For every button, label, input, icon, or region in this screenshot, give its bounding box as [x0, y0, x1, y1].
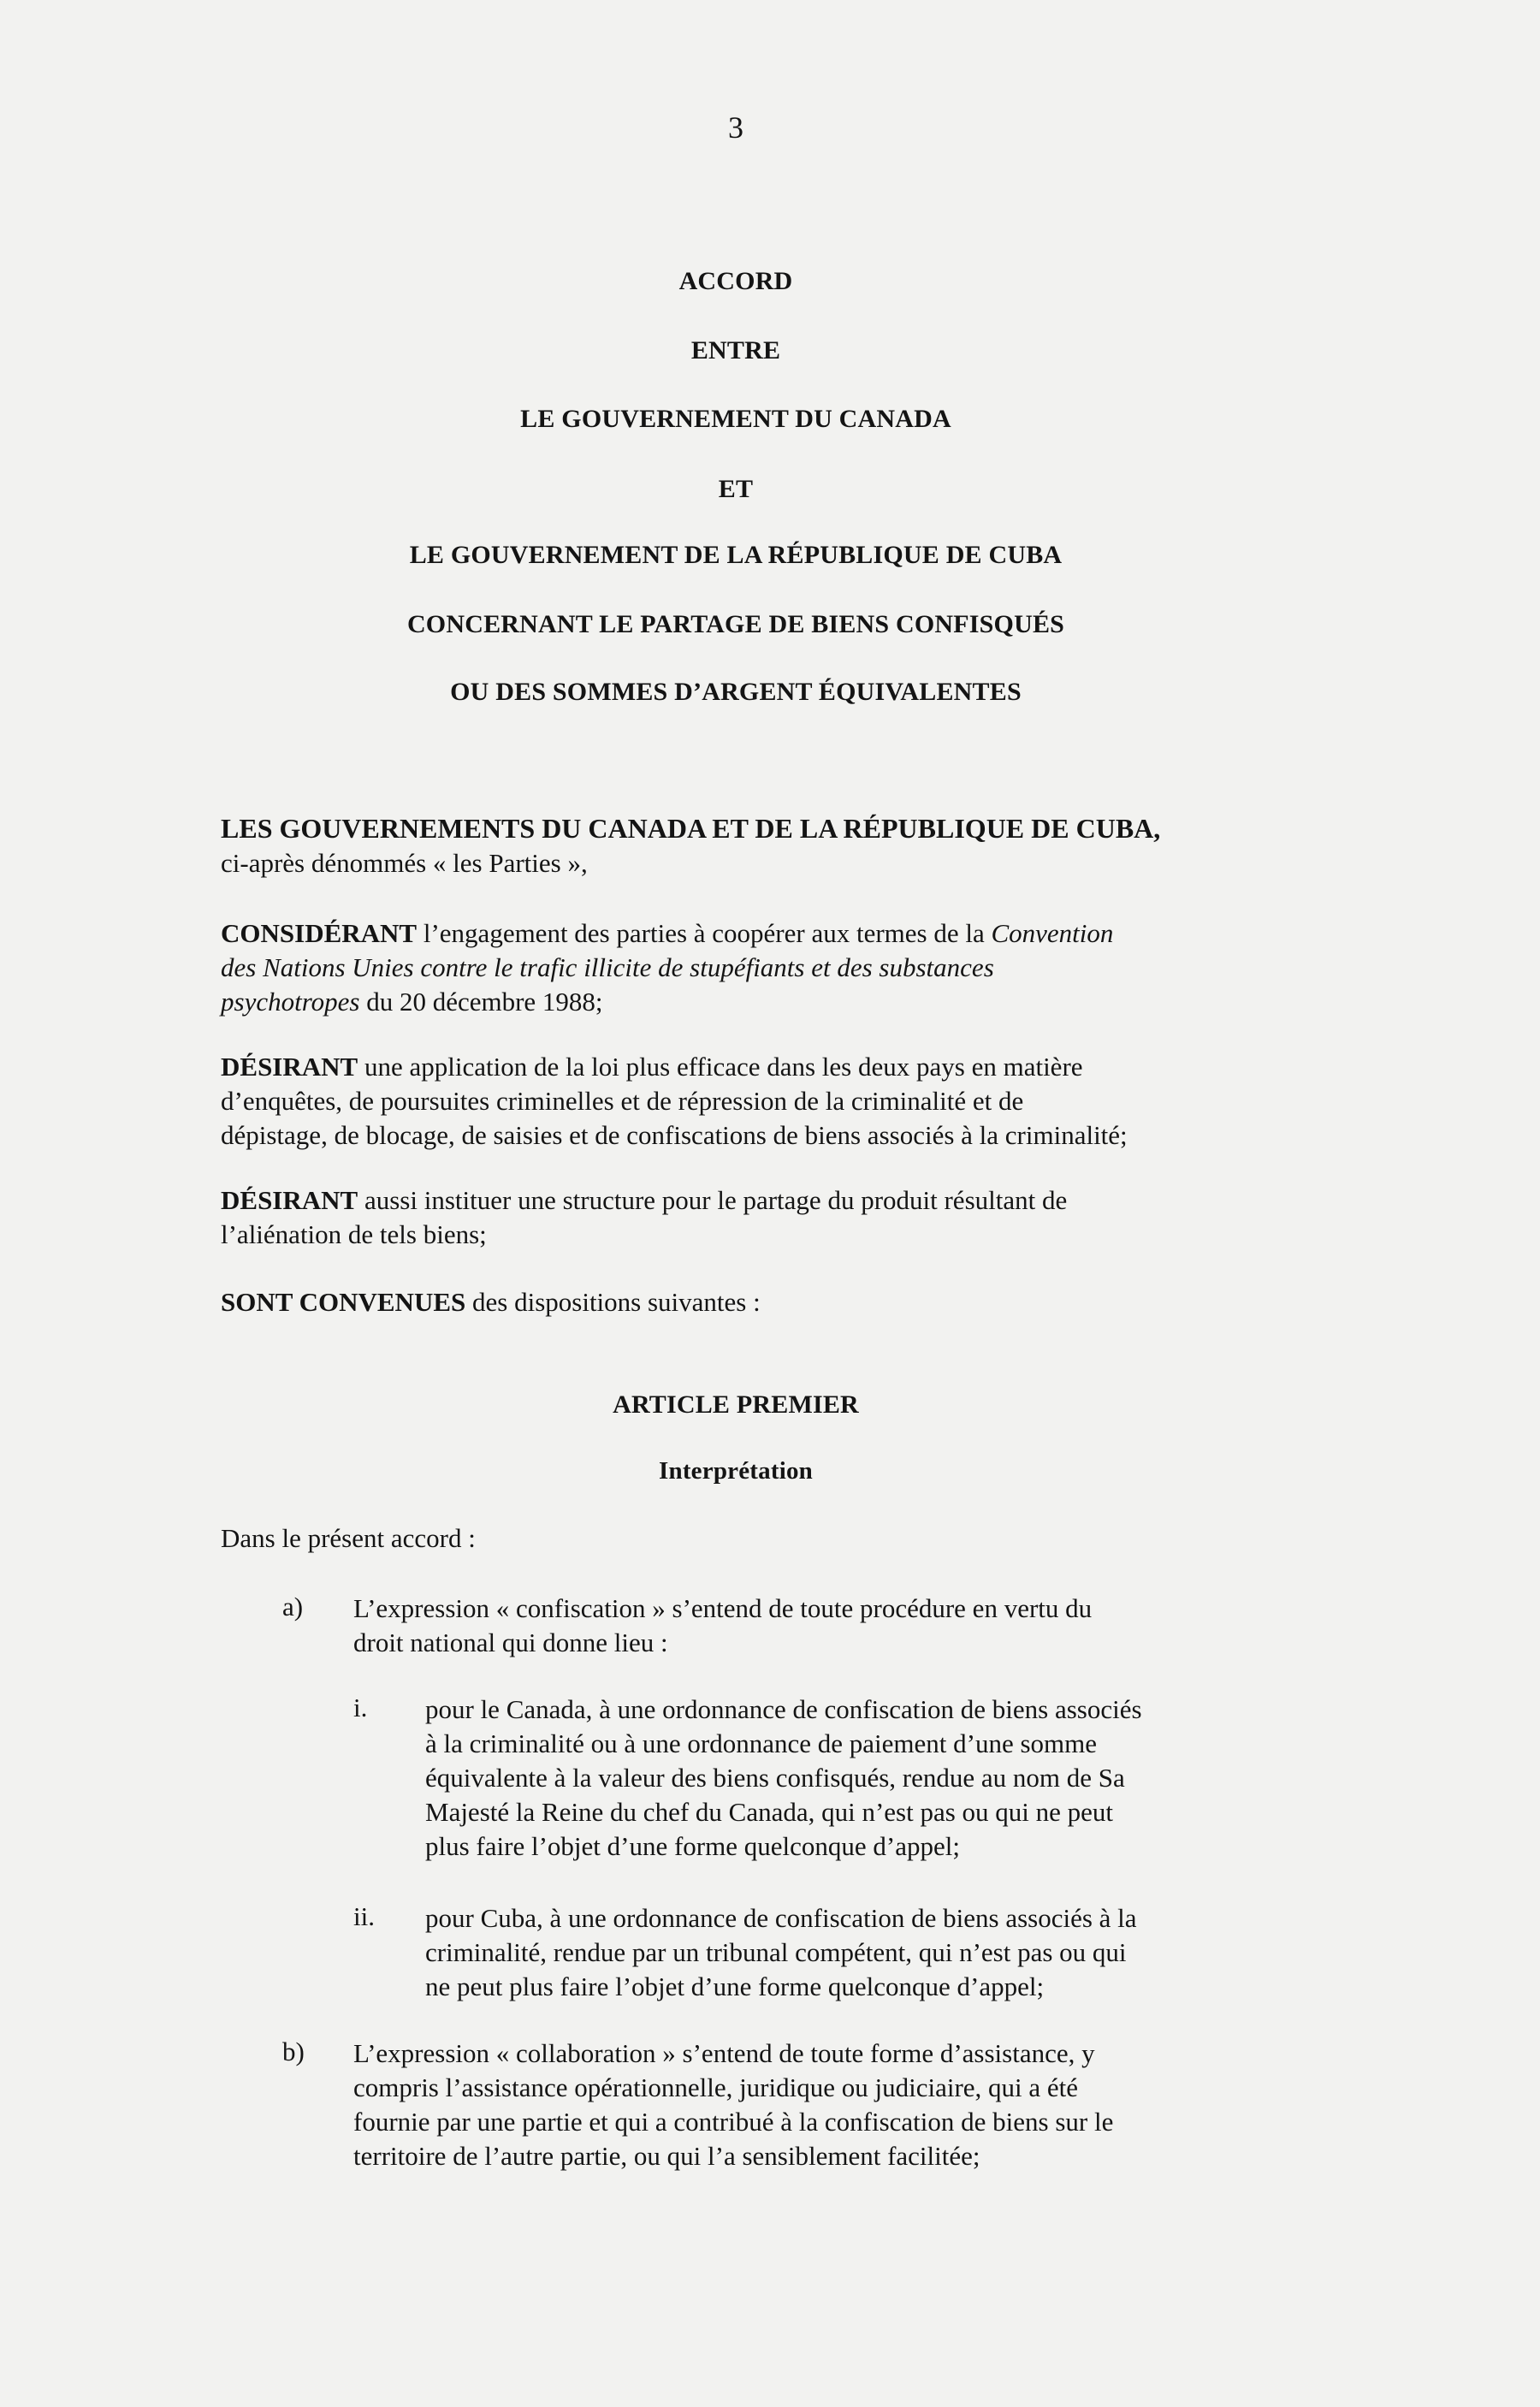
sub-i-line5: plus faire l’objet d’une forme quelconque d’appel; — [425, 1831, 960, 1861]
page-number: 3 — [728, 110, 743, 145]
item-a-text — [353, 1592, 1092, 1660]
desirant1-bold: DÉSIRANT — [221, 1052, 358, 1082]
considerant-text2: du 20 décembre 1988; — [359, 987, 603, 1017]
preamble-desirant-1 — [221, 1050, 1273, 1153]
item-b-line3: fournie par une partie et qui a contribué à la confiscation de biens sur le — [353, 2107, 1114, 2137]
considerant-ital3: psychotropes — [221, 987, 360, 1017]
considerant-ital2: des Nations Unies contre le trafic illicite de stupéfiants et des substances — [221, 952, 994, 982]
parties-rest: ci-après dénommés « les Parties », — [221, 848, 588, 878]
preamble-considerant — [221, 916, 1273, 1019]
title-entre: ENTRE — [690, 336, 781, 365]
item-b-text — [353, 2036, 1113, 2173]
desirant1-line2: d’enquêtes, de poursuites criminelles et de répression de la criminalité et de — [221, 1086, 1024, 1116]
item-b-line1: L’expression « collaboration » s’entend de toute forme d’assistance, y — [353, 2038, 1095, 2068]
sub-i-label: i. — [353, 1693, 368, 1722]
sub-i-line2: à la criminalité ou à une ordonnance de paiement d’une somme — [425, 1728, 1098, 1758]
title-cuba: LE GOUVERNEMENT DE LA RÉPUBLIQUE DE CUBA — [409, 541, 1063, 569]
item-a-line2: droit national qui donne lieu : — [353, 1627, 668, 1657]
desirant2-bold: DÉSIRANT — [221, 1185, 358, 1215]
article-subheading: Interprétation — [659, 1457, 813, 1485]
preamble-desirant-2 — [221, 1183, 1273, 1252]
sub-ii-text — [425, 1901, 1137, 2004]
sub-ii-label: ii. — [353, 1901, 375, 1931]
desirant1-line3: dépistage, de blocage, de saisies et de confiscations de biens associés à la criminalité; — [221, 1120, 1128, 1150]
considerant-text1: l’engagement des parties à coopérer aux termes de la — [417, 918, 992, 948]
sont-text: des dispositions suivantes : — [465, 1287, 761, 1317]
parties-bold: LES GOUVERNEMENTS DU CANADA ET DE LA RÉPUBLIQUE DE CUBA, — [221, 813, 1161, 844]
sub-i-line1: pour le Canada, à une ordonnance de confiscation de biens associés — [425, 1694, 1142, 1724]
desirant2-line1: aussi instituer une structure pour le partage du produit résultant de — [358, 1185, 1068, 1215]
item-b-line2: compris l’assistance opérationnelle, juridique ou judiciaire, qui a été — [353, 2072, 1079, 2102]
item-b-label: b) — [282, 2036, 305, 2066]
item-a-label: a) — [282, 1592, 304, 1621]
title-sommes: OU DES SOMMES D’ARGENT ÉQUIVALENTES — [450, 678, 1022, 706]
preamble-sont-convenues — [221, 1285, 1273, 1319]
title-et: ET — [718, 475, 754, 503]
sub-ii-line3: ne peut plus faire l’objet d’une forme quelconque d’appel; — [425, 1971, 1045, 2001]
desirant1-line1: une application de la loi plus efficace dans les deux pays en matière — [358, 1052, 1083, 1082]
considerant-bold: CONSIDÉRANT — [221, 918, 418, 948]
sub-i-line3: équivalente à la valeur des biens confisqués, rendue au nom de Sa — [425, 1763, 1125, 1793]
sub-i-line4: Majesté la Reine du chef du Canada, qui n’est pas ou qui ne peut — [425, 1797, 1114, 1827]
title-concernant: CONCERNANT LE PARTAGE DE BIENS CONFISQUÉS — [406, 610, 1065, 638]
article-heading: ARTICLE PREMIER — [613, 1390, 859, 1419]
considerant-ital1: Convention — [991, 918, 1114, 948]
item-b-line4: territoire de l’autre partie, ou qui l’a sensiblement facilitée; — [353, 2141, 980, 2171]
title-accord: ACCORD — [678, 267, 793, 295]
desirant2-line2: l’aliénation de tels biens; — [221, 1219, 487, 1249]
preamble-parties — [221, 811, 1273, 880]
sub-ii-line1: pour Cuba, à une ordonnance de confiscation de biens associés à la — [425, 1903, 1137, 1933]
item-a-line1: L’expression « confiscation » s’entend de toute procédure en vertu du — [353, 1593, 1093, 1623]
sub-i-text — [425, 1693, 1142, 1864]
sub-ii-line2: criminalité, rendue par un tribunal compétent, qui n’est pas ou qui — [425, 1937, 1127, 1967]
title-canada: LE GOUVERNEMENT DU CANADA — [520, 405, 951, 433]
article-intro: Dans le présent accord : — [221, 1523, 476, 1553]
sont-bold: SONT CONVENUES — [221, 1287, 466, 1317]
